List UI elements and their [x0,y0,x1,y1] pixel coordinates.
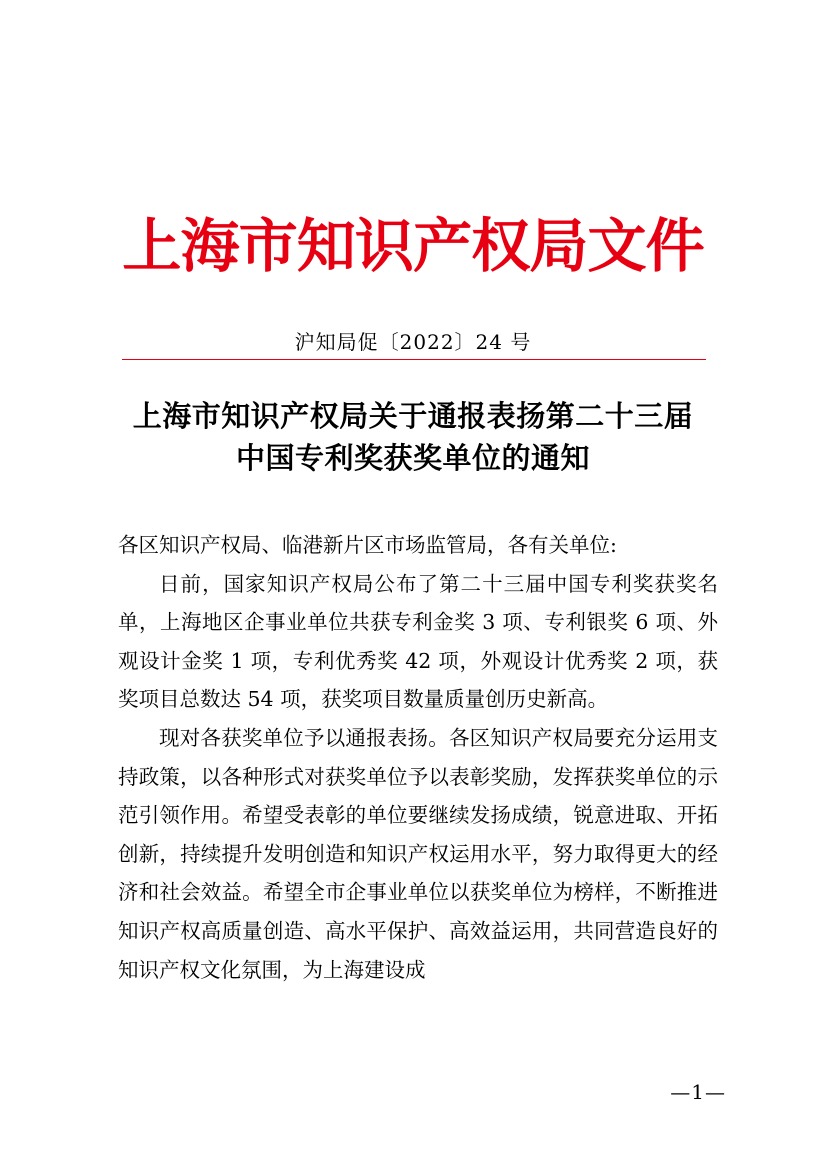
document-number: 沪知局促〔2022〕24 号 [294,330,532,354]
body-paragraph-2: 现对各获奖单位予以通报表扬。各区知识产权局要充分运用支持政策，以各种形式对获奖单位予以表彰奖励，发挥获奖单位的示范引领作用。希望受表彰的单位要继续发扬成绩，锐意进取、开拓创新，持续提升发明创造和知识产权运用水平，努力取得更大的经济和社会效益。希望全市企事业单位以获奖单位为榜样，不断推进知识产权高质量创造、高水平保护、高效益运用，共同营造良好的知识产权文化氛围，为上海建设成 [118,725,718,982]
title-line-1: 上海市知识产权局关于通报表扬第二十三届 [132,399,694,433]
issuer-header: 上海市知识产权局文件 [122,212,704,280]
red-divider-rule [122,359,706,360]
page-number: —1— [670,1080,726,1104]
body-paragraph-1: 日前，国家知识产权局公布了第二十三届中国专利奖获奖名单，上海地区企事业单位共获专利金奖 3 项、专利银奖 6 项、外观设计金奖 1 项，专利优秀奖 42 项，外观设计优秀奖 2 项，获奖项目总数达 54 项，获奖项目数量质量创历史新高。 [118,571,718,712]
document-body [118,526,718,989]
title-line-2: 中国专利奖获奖单位的通知 [235,441,590,475]
salutation: 各区知识产权局、临港新片区市场监管局，各有关单位: [118,533,617,557]
document-title [0,395,826,479]
